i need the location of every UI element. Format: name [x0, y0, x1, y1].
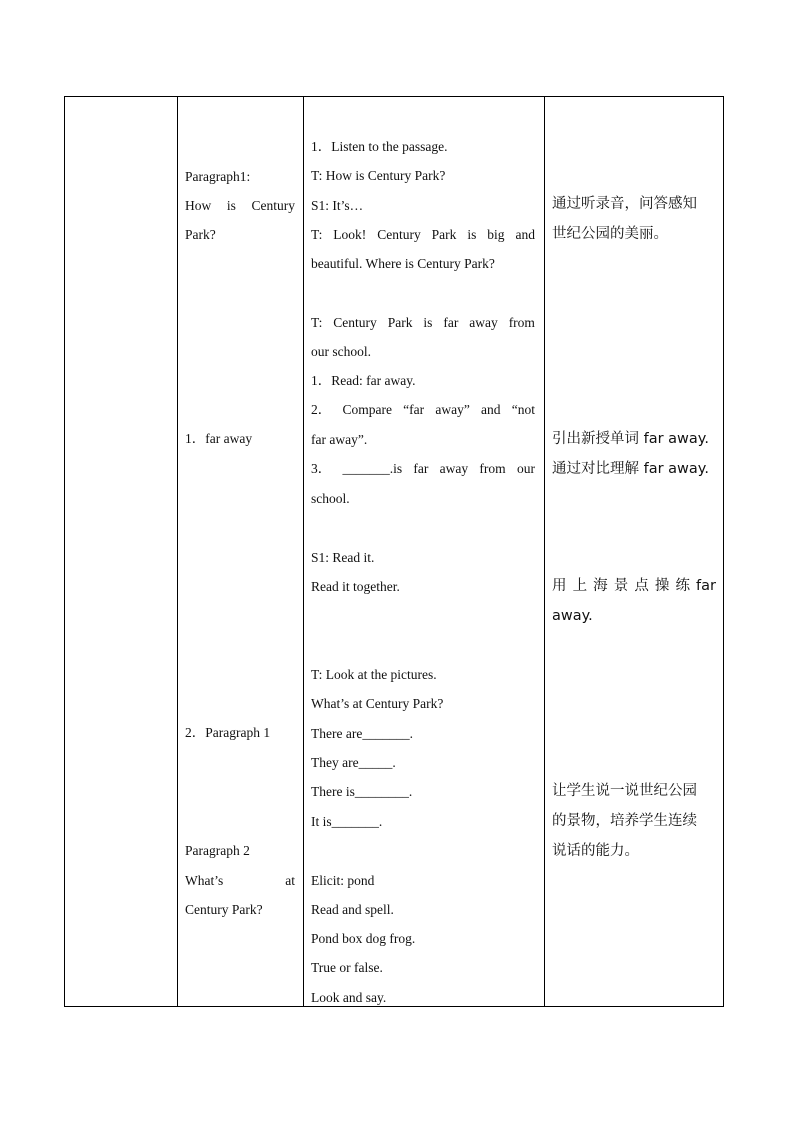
activity-line: T: Look at the pictures.	[311, 667, 437, 682]
paragraph1-label: Paragraph1:	[185, 169, 251, 184]
activity-line: 3． _______.is far away from our	[311, 461, 535, 476]
purpose-line: 世纪公园的美丽。	[552, 226, 668, 242]
purpose-line: 的景物，培养学生连续	[552, 813, 697, 829]
blank-column	[65, 97, 178, 1006]
purpose-line: 让学生说一说世纪公园	[552, 783, 697, 799]
activity-line: S1: It’s…	[311, 198, 364, 213]
activity-line: T: Century Park is far away from	[311, 315, 535, 330]
paragraph2-question-end: Century Park?	[185, 902, 263, 917]
paragraph-1-label: 2．Paragraph 1	[185, 725, 271, 740]
purpose-line: away.	[552, 608, 593, 624]
purpose-line: 说话的能力。	[552, 843, 639, 859]
activity-line: 1．Read: far away.	[311, 373, 416, 388]
activity-line: There are_______.	[311, 726, 413, 741]
activity-line: school.	[311, 491, 350, 506]
activity-line: Read and spell.	[311, 902, 394, 917]
activity-line: far away”.	[311, 432, 368, 447]
purpose-line: 用 上 海 景 点 操 练 far	[552, 578, 716, 594]
purpose-column	[545, 97, 723, 1006]
activity-line: S1: Read it.	[311, 550, 375, 565]
activities-column	[304, 97, 545, 1006]
paragraph1-question-end: Park?	[185, 227, 216, 242]
activity-line: Look and say.	[311, 990, 387, 1005]
purpose-line: 通过听录音，问答感知	[552, 196, 697, 212]
far-away-label: 1．far away	[185, 431, 253, 446]
purpose-line: 引出新授单词 far away.	[552, 431, 709, 447]
activity-line: T: How is Century Park?	[311, 168, 446, 183]
lesson-plan-table	[64, 96, 724, 1007]
paragraph2-label: Paragraph 2	[185, 843, 250, 858]
purpose-line: 通过对比理解 far away.	[552, 461, 709, 477]
paragraph1-question: How is Century	[185, 198, 295, 213]
activity-line: Read it together.	[311, 579, 400, 594]
activity-line: our school.	[311, 344, 371, 359]
activity-line: beautiful. Where is Century Park?	[311, 256, 495, 271]
activity-line: There is________.	[311, 784, 413, 799]
activity-line: It is_______.	[311, 814, 383, 829]
activity-line: 1．Listen to the passage.	[311, 139, 448, 154]
activity-line: 2． Compare “far away” and “not	[311, 402, 535, 417]
activity-line: They are_____.	[311, 755, 396, 770]
paragraph2-question: What’s at	[185, 873, 295, 888]
activity-line: Pond box dog frog.	[311, 931, 416, 946]
activity-line: True or false.	[311, 960, 383, 975]
content-column	[178, 97, 304, 1006]
activity-line: T: Look! Century Park is big and	[311, 227, 535, 242]
activity-line: What’s at Century Park?	[311, 696, 444, 711]
activity-line: Elicit: pond	[311, 873, 375, 888]
